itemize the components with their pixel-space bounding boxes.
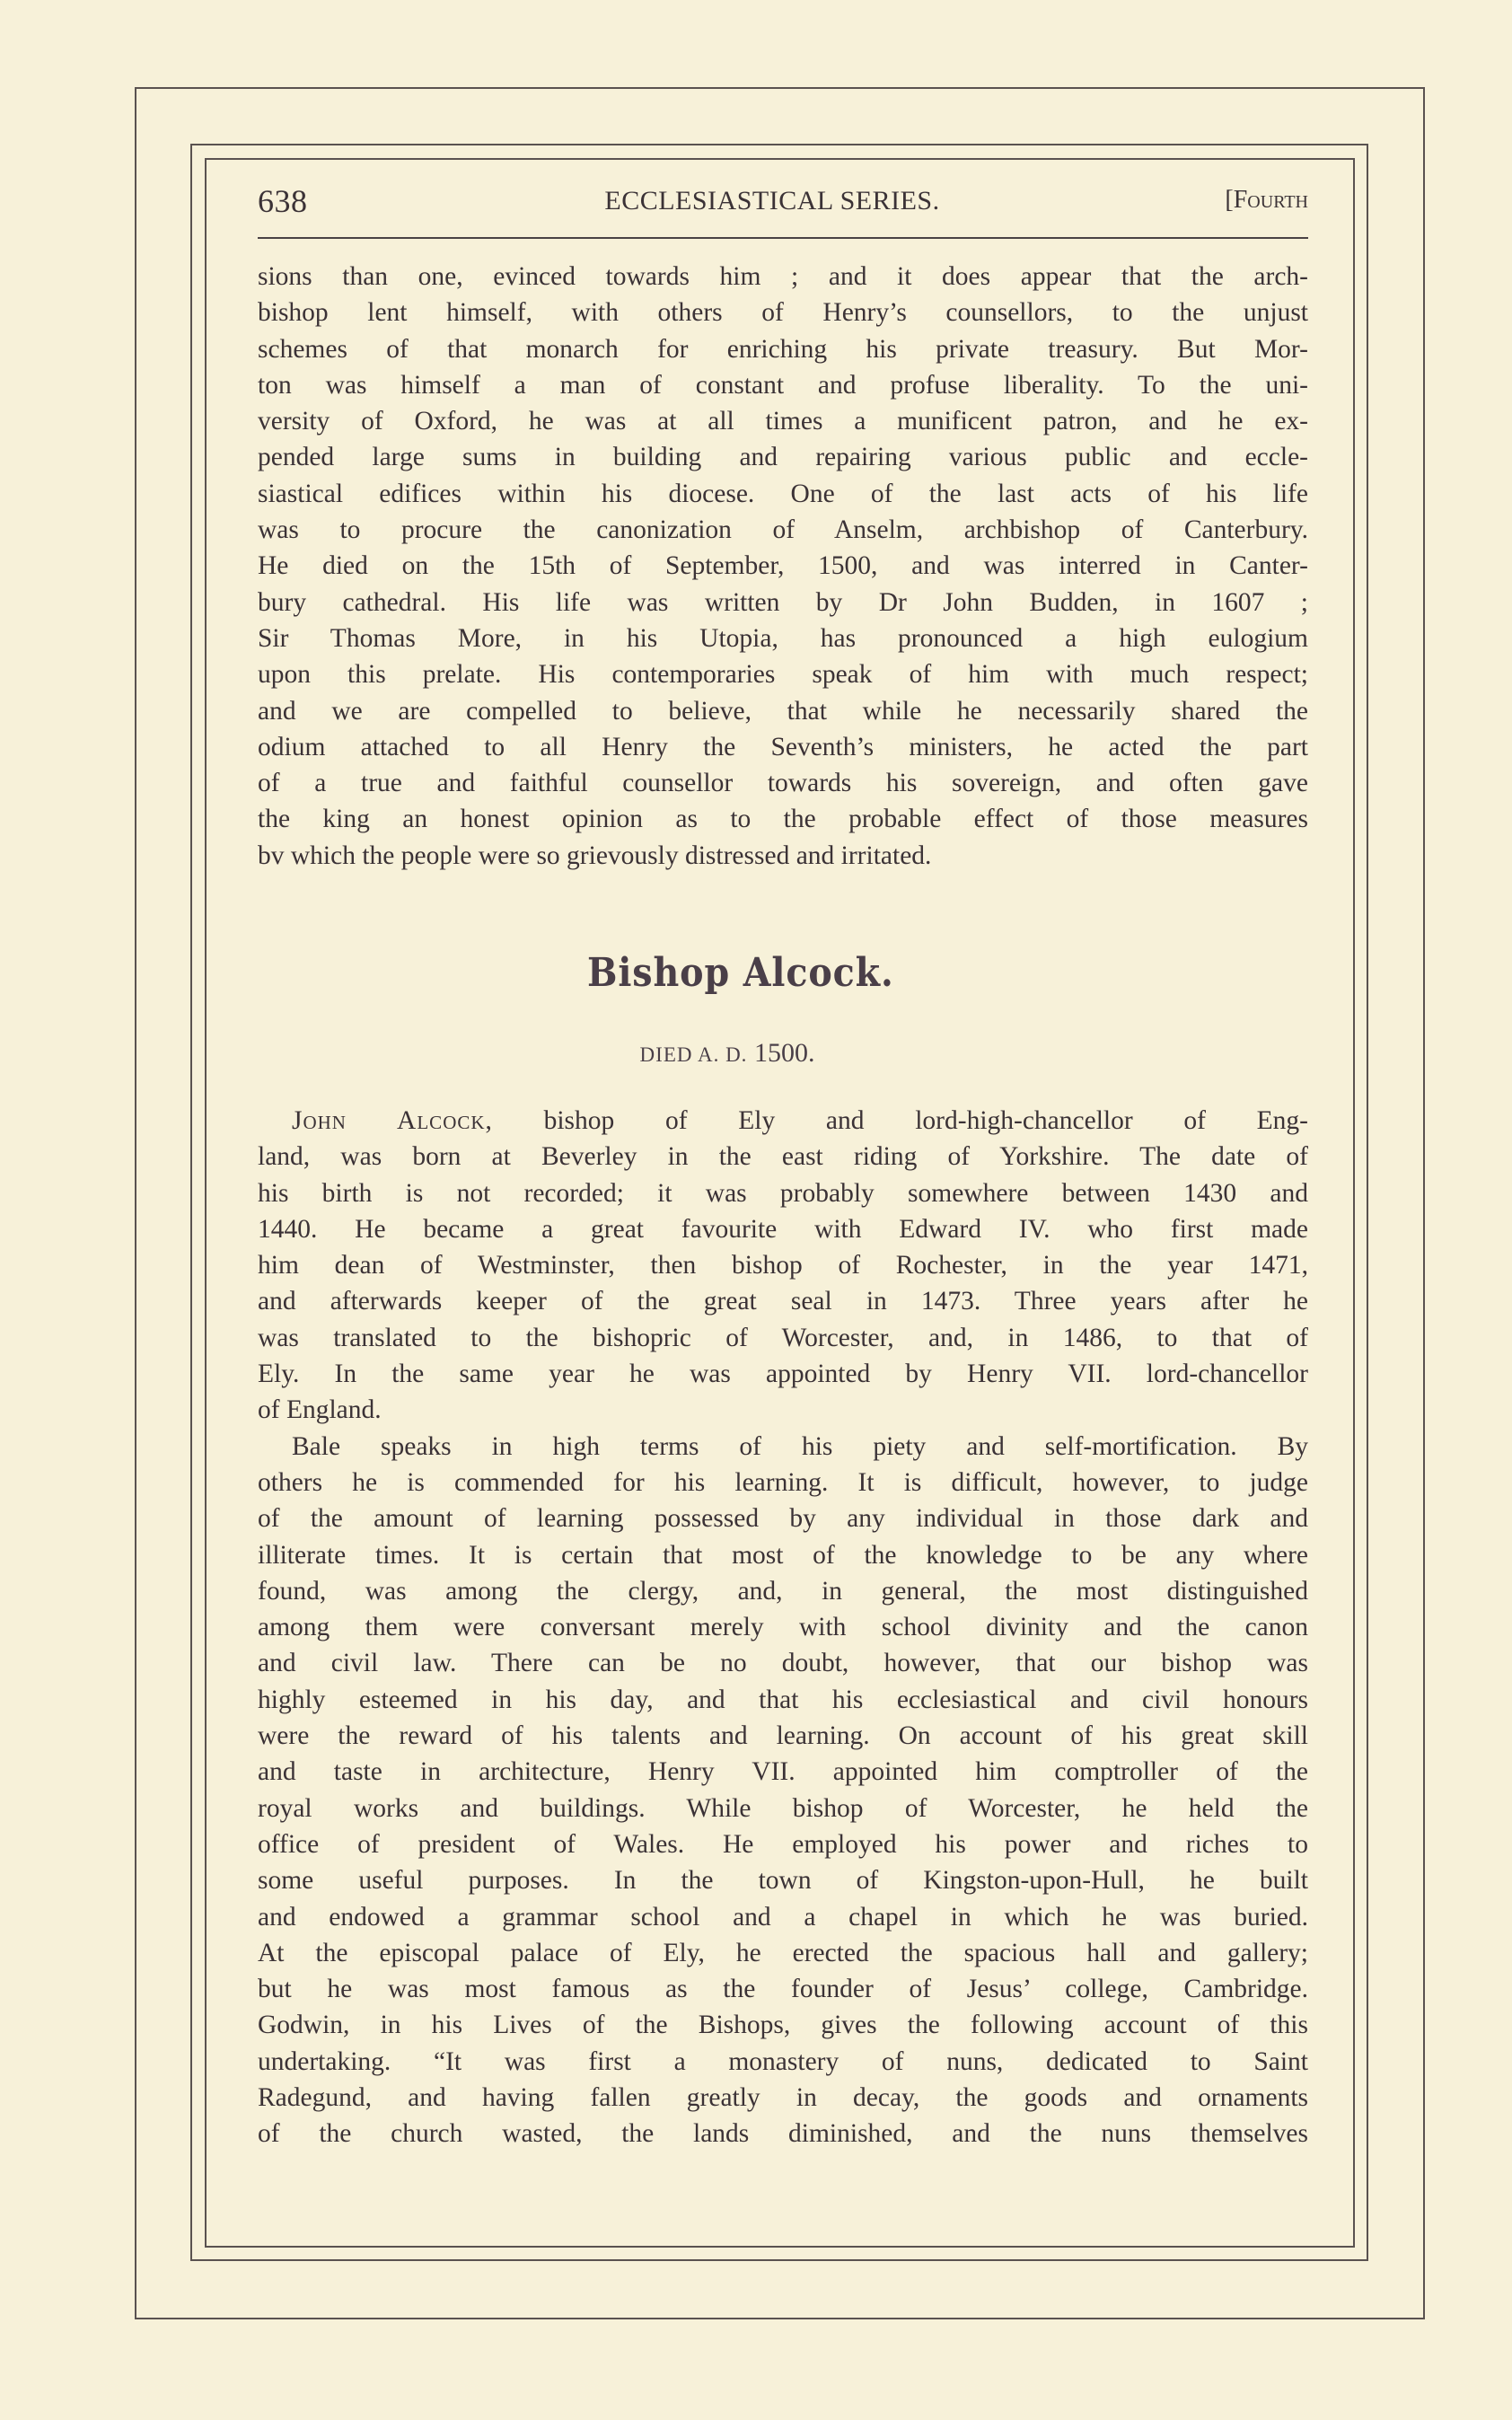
text-line: pended large sums in building and repairing various public and eccle- (258, 443, 1308, 472)
text-line: schemes of that monarch for enriching his private treasury. But Mor- (258, 334, 1308, 364)
text-line: but he was most famous as the founder of Jesus’ college, Cambridge. (258, 1975, 1308, 2004)
text-line: He died on the 15th of September, 1500, and was interred in Canter- (258, 551, 1308, 581)
subject-name: John Alcock, (292, 1106, 493, 1135)
text-line: of a true and faithful counsellor towards his sovereign, and often gave (258, 769, 1308, 798)
text-line: and we are compelled to believe, that while he necessarily shared the (258, 696, 1308, 726)
text-line: and taste in architecture, Henry VII. appointed him comptroller of the (258, 1757, 1308, 1787)
text-line: bishop lent himself, with others of Henry’s counsellors, to the unjust (258, 298, 1308, 328)
text-line: land, was born at Beverley in the east riding of Yorkshire. The date of (258, 1142, 1308, 1172)
text-line: 1440. He became a great favourite with Edward IV. who first made (258, 1214, 1308, 1244)
section-heading-text: Bishop Alcock. (587, 950, 894, 996)
text-line: odium attached to all Henry the Seventh’s ministers, he acted the part (258, 732, 1308, 761)
running-head (258, 182, 1308, 227)
text-line: bury cathedral. His life was written by Dr John Budden, in 1607 ; (258, 587, 1308, 617)
text-line: and civil law. There can be no doubt, however, that our bishop was (258, 1649, 1308, 1678)
running-title (258, 186, 1308, 216)
text-line: Ely. In the same year he was appointed by Henry VII. lord-chancellor (258, 1360, 1308, 1389)
text-line: upon this prelate. His contemporaries speak of him with much respect; (258, 660, 1308, 690)
died-year: 1500. (753, 1038, 815, 1068)
text-line: and afterwards keeper of the great seal in 1473. Three years after he (258, 1287, 1308, 1316)
text-line: office of president of Wales. He employed his power and riches to (258, 1829, 1308, 1859)
text-line: the king an honest opinion as to the probable effect of those measures (258, 805, 1308, 834)
text-fragment: bishop of Ely and lord-high-chancellor of Eng- (492, 1106, 1308, 1135)
text-line: Sir Thomas More, in his Utopia, has pronounced a high eulogium (258, 623, 1308, 653)
section-heading (0, 950, 1512, 996)
text-line: undertaking. “It was first a monastery of nuns, dedicated to Saint (258, 2046, 1308, 2076)
text-line: ton was himself a man of constant and profuse liberality. To the uni- (258, 370, 1308, 400)
text-line: among them were conversant merely with school divinity and the canon (258, 1613, 1308, 1642)
running-title-text: ECCLESIASTICAL SERIES. (604, 186, 940, 216)
text-line: sions than one, evinced towards him ; and it does appear that the arch- (258, 262, 1308, 291)
text-line: royal works and buildings. While bishop of Worcester, he held the (258, 1793, 1308, 1823)
text-line: siastical edifices within his diocese. One of the last acts of his life (258, 479, 1308, 508)
text-line: others he is commended for his learning. It is difficult, however, to judge (258, 1467, 1308, 1497)
text-line: some useful purposes. In the town of Kingston-upon-Hull, he built (258, 1866, 1308, 1896)
part-label: [Fourth (1225, 186, 1308, 214)
text-line: of England. (258, 1395, 382, 1425)
text-line: illiterate times. It is certain that most of the knowledge to be any where (258, 1540, 1308, 1570)
text-line: of the church wasted, the lands diminished, and the nuns themselves (258, 2119, 1308, 2149)
text-line: and endowed a grammar school and a chapel in which he was buried. (258, 1902, 1308, 1932)
died-prefix: DIED A. D. (639, 1043, 748, 1066)
text-line (258, 1103, 1308, 1139)
text-line: highly esteemed in his day, and that his ecclesiastical and civil honours (258, 1685, 1308, 1714)
death-date-text (639, 1038, 830, 1069)
text-line: versity of Oxford, he was at all times a munificent patron, and he ex- (258, 407, 1308, 436)
text-line: were the reward of his talents and learning. On account of his great skill (258, 1721, 1308, 1751)
text-line: found, was among the clergy, and, in general, the most distinguished (258, 1576, 1308, 1606)
death-date (0, 1038, 1512, 1069)
text-line: Bale speaks in high terms of his piety and self-mortification. By (292, 1431, 1308, 1461)
text-line: Godwin, in his Lives of the Bishops, gives the following account of this (258, 2011, 1308, 2040)
continuation-paragraph (258, 259, 1308, 874)
text-line: was translated to the bishopric of Worcester, and, in 1486, to that of (258, 1323, 1308, 1352)
page-number: 638 (258, 183, 308, 219)
text-line: bv which the people were so grievously distressed and irritated. (258, 840, 932, 870)
text-line: Radegund, and having fallen greatly in decay, the goods and ornaments (258, 2083, 1308, 2113)
text-line: of the amount of learning possessed by any individual in those dark and (258, 1504, 1308, 1534)
text-line: At the episcopal palace of Ely, he erected the spacious hall and gallery; (258, 1938, 1308, 1967)
text-line: his birth is not recorded; it was probably somewhere between 1430 and (258, 1178, 1308, 1208)
header-rule (258, 237, 1308, 239)
biography-body (258, 1103, 1308, 2152)
text-line: him dean of Westminster, then bishop of Rochester, in the year 1471, (258, 1251, 1308, 1280)
text-line: was to procure the canonization of Anselm, archbishop of Canterbury. (258, 515, 1308, 545)
